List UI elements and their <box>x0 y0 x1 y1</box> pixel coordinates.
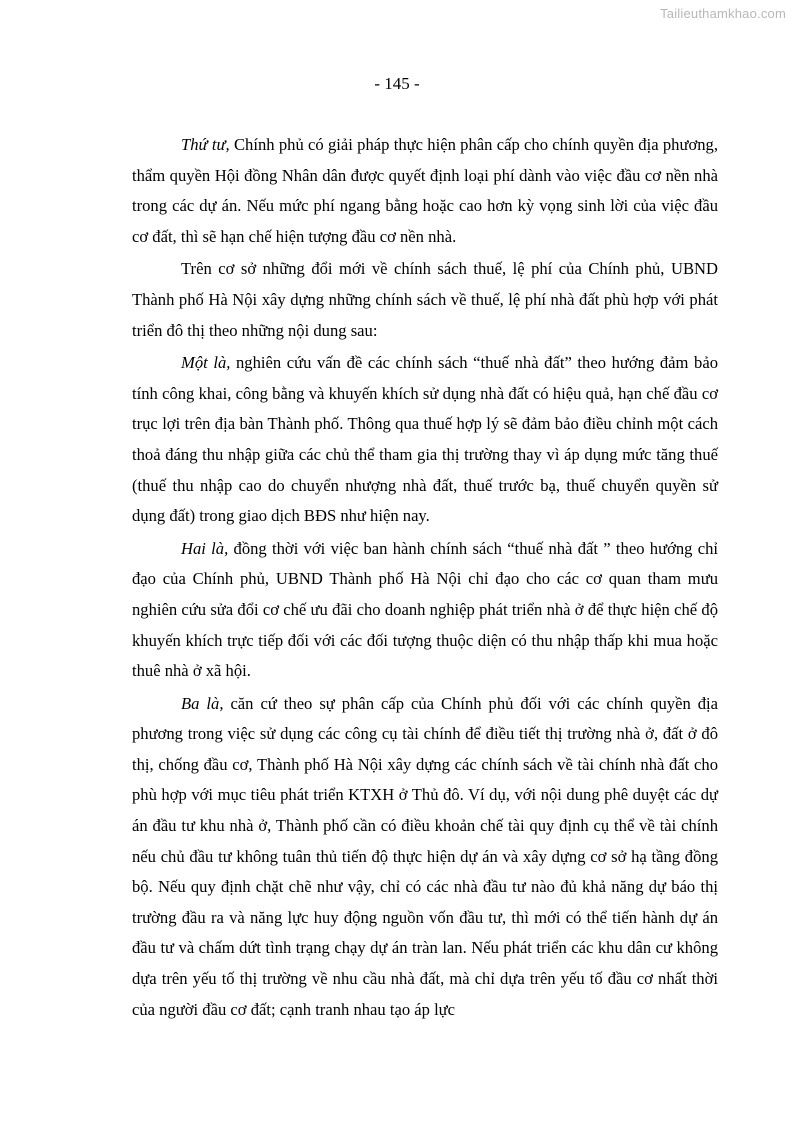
paragraph-lead: Một là, <box>181 353 231 373</box>
paragraph-mot-la <box>132 348 718 532</box>
page-number: - 145 - <box>374 74 420 93</box>
paragraph-hai-la <box>132 534 718 687</box>
paragraph-lead: Thứ tư, <box>181 135 230 154</box>
watermark-text: Tailieuthamkhao.com <box>660 6 786 21</box>
paragraph-text: đồng thời với việc ban hành chính sách “thuế nhà đất ” theo hướng chỉ đạo của Chính phủ, UBND Thành phố Hà Nội chỉ đạo cho các cơ quan tham mưu nghiên cứu sửa đổi cơ chế ưu đãi cho doanh nghiệp phát triển nhà ở để thực hiện chế độ khuyến khích trực tiếp đối với các đối tượng thuộc diện có thu nhập thấp khi mua hoặc thuê nhà ở xã hội. <box>132 538 718 681</box>
paragraph-text: Chính phủ có giải pháp thực hiện phân cấp cho chính quyền địa phương, thẩm quyền Hội đồng Nhân dân được quyết định loại phí dành vào việc đầu cơ nền nhà trong các dự án. Nếu mức phí ngang bằng hoặc cao hơn kỳ vọng sinh lời của việc đầu cơ đất, thì sẽ hạn chế hiện tượng đầu cơ nền nhà. <box>132 135 718 246</box>
paragraph-intro <box>132 254 718 346</box>
paragraph-thu-tu <box>132 130 718 252</box>
document-body <box>132 130 718 1025</box>
paragraph-ba-la <box>132 689 718 1026</box>
paragraph-lead: Ba là, <box>181 693 224 713</box>
paragraph-text: nghiên cứu vấn đề các chính sách “thuế nhà đất” theo hướng đảm bảo tính công khai, công bằng và khuyến khích sử dụng nhà đất có hiệu quả, hạn chế đầu cơ trục lợi trên địa bàn Thành phố. Thông qua thuế hợp lý sẽ đảm bảo điều chỉnh một cách thoả đáng thu nhập giữa các chủ thể tham gia thị trường thay vì áp dụng mức tăng thuế (thuế thu nhập cao do chuyển nhượng nhà đất, thuế trước bạ, thuế chuyển quyền sử dụng đất) trong giao dịch BĐS như hiện nay. <box>132 353 718 526</box>
paragraph-text: căn cứ theo sự phân cấp của Chính phủ đối với các chính quyền địa phương trong việc sử dụng các công cụ tài chính để điều tiết thị trường nhà ở, đất ở đô thị, chống đầu cơ, Thành phố Hà Nội xây dựng các chính sách về tài chính nhà đất cho phù hợp với mục tiêu phát triển KTXH ở Thủ đô. Ví dụ, với nội dung phê duyệt các dự án đầu tư khu nhà ở, Thành phố cần có điều khoản chế tài quy định cụ thể về tài chính nếu chủ đầu tư không tuân thủ tiến độ thực hiện dự án và xây dựng cơ sở hạ tầng đồng bộ. Nếu quy định chặt chẽ như vậy, chỉ có các nhà đầu tư nào đủ khả năng dự báo thị trường đầu ra và năng lực huy động nguồn vốn đầu tư, thì mới có thể tiến hành dự án đầu tư và chấm dứt tình trạng chạy dự án tràn lan. Nếu phát triển các khu dân cư không dựa trên yếu tố thị trường về nhu cầu nhà đất, mà chỉ dựa trên yếu tố đầu cơ nhất thời của người đầu cơ đất; cạnh tranh nhau tạo áp lực <box>132 693 718 1019</box>
paragraph-text: Trên cơ sở những đổi mới về chính sách thuế, lệ phí của Chính phủ, UBND Thành phố Hà Nội xây dựng những chính sách về thuế, lệ phí nhà đất phù hợp với phát triển đô thị theo những nội dung sau: <box>132 259 718 340</box>
paragraph-lead: Hai là, <box>181 538 229 558</box>
